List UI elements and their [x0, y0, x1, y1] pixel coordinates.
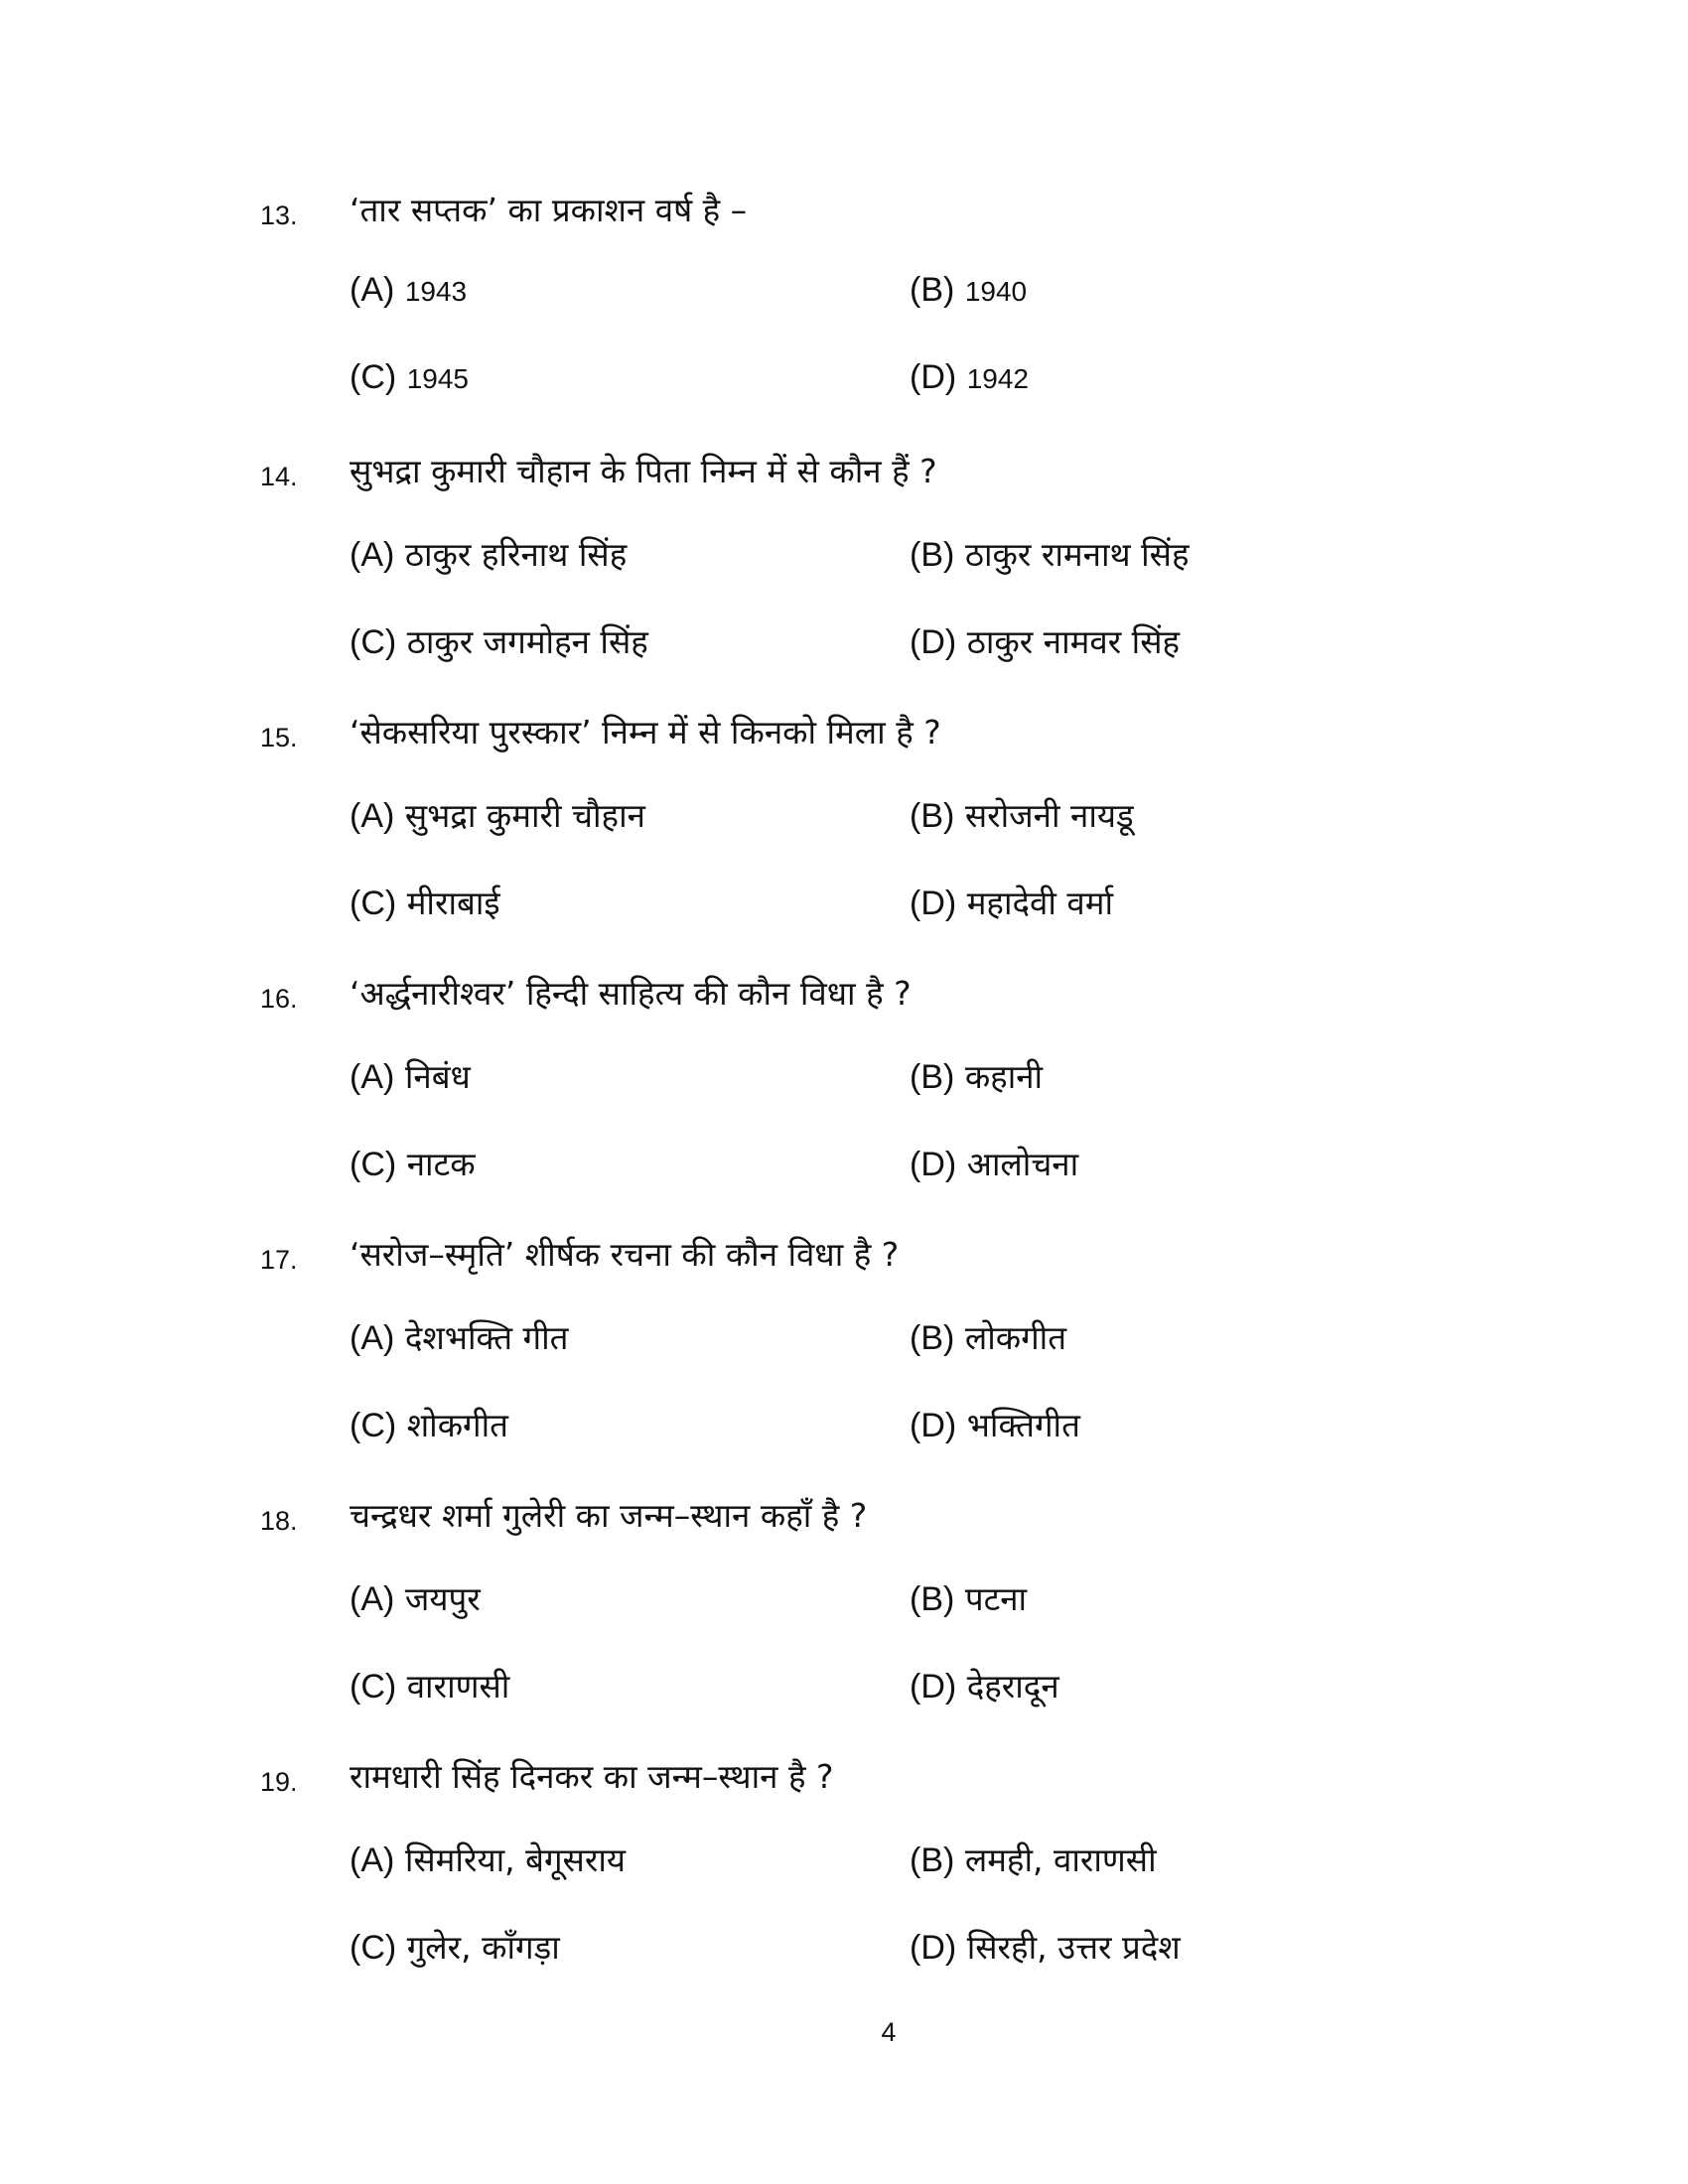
question-text: रामधारी सिंह दिनकर का जन्म–स्थान है ? [350, 1757, 834, 1796]
option-letter: (B) [910, 1058, 955, 1096]
option-text: गुलेर, काँगड़ा [406, 1928, 560, 1967]
option-letter: (D) [910, 1929, 957, 1967]
option-d [910, 1402, 1080, 1446]
option-c [350, 1663, 509, 1707]
option-d [910, 357, 1029, 397]
option-letter: (C) [350, 358, 397, 396]
option-text: देहरादून [966, 1667, 1059, 1706]
option-c [350, 1141, 476, 1185]
option-letter: (B) [910, 797, 955, 835]
option-b [910, 270, 1027, 310]
option-c [350, 1924, 560, 1969]
option-a [350, 531, 627, 576]
option-b [910, 531, 1189, 576]
question-number: 13. [260, 201, 298, 230]
option-text: 1945 [406, 363, 469, 394]
question-number: 18. [260, 1506, 298, 1536]
option-text: सिरही, उत्तर प्रदेश [966, 1928, 1181, 1967]
question-text: ‘अर्द्धनारीश्वर’ हिन्दी साहित्य की कौन विधा है ? [350, 974, 912, 1013]
option-text: जयपुर [404, 1579, 481, 1618]
option-text: पटना [964, 1579, 1028, 1618]
option-text: 1943 [404, 276, 468, 307]
option-letter: (B) [910, 1842, 955, 1879]
option-text: 1940 [964, 276, 1028, 307]
question-number: 19. [260, 1767, 298, 1797]
option-text: सरोजनी नायडू [964, 796, 1134, 835]
option-a [350, 1837, 626, 1881]
option-letter: (A) [350, 271, 395, 309]
option-letter: (C) [350, 885, 397, 922]
option-text: महादेवी वर्मा [966, 884, 1114, 922]
option-a [350, 792, 645, 837]
option-text: भक्तिगीत [966, 1406, 1080, 1444]
option-letter: (A) [350, 536, 395, 574]
option-text: 1942 [966, 363, 1029, 394]
option-a [350, 1575, 481, 1620]
option-letter: (D) [910, 885, 957, 922]
option-d [910, 1141, 1078, 1185]
option-letter: (A) [350, 1319, 395, 1357]
option-letter: (C) [350, 1668, 397, 1706]
option-letter: (A) [350, 1580, 395, 1618]
option-b [910, 1314, 1066, 1359]
question-number: 16. [260, 984, 298, 1014]
option-letter: (A) [350, 797, 395, 835]
question-number: 17. [260, 1245, 298, 1275]
option-letter: (B) [910, 1580, 955, 1618]
option-c [350, 1402, 508, 1446]
option-letter: (C) [350, 1407, 397, 1444]
option-letter: (D) [910, 358, 957, 396]
option-letter: (C) [350, 1929, 397, 1967]
option-b [910, 1053, 1043, 1098]
question-text: चन्द्रधर शर्मा गुलेरी का जन्म–स्थान कहाँ है ? [350, 1496, 868, 1535]
option-d [910, 880, 1113, 924]
option-text: नाटक [406, 1145, 476, 1183]
option-text: सिमरिया, बेगूसराय [404, 1841, 627, 1879]
question-text: ‘सेकसरिया पुरस्कार’ निम्न में से किनको मिला है ? [350, 713, 941, 751]
option-a [350, 1053, 471, 1098]
option-text: शोकगीत [406, 1406, 508, 1444]
option-letter: (D) [910, 1146, 957, 1183]
option-text: ठाकुर हरिनाथ सिंह [404, 535, 628, 574]
option-c [350, 880, 500, 924]
option-text: ठाकुर रामनाथ सिंह [964, 535, 1190, 574]
page-number: 4 [881, 2017, 897, 2047]
option-letter: (A) [350, 1842, 395, 1879]
option-b [910, 792, 1134, 837]
option-text: देशभक्ति गीत [404, 1318, 569, 1357]
option-a [350, 270, 467, 310]
question-text: ‘सरोज–स्मृति’ शीर्षक रचना की कौन विधा है ? [350, 1235, 900, 1274]
option-b [910, 1837, 1157, 1881]
option-text: लमही, वाराणसी [964, 1841, 1157, 1879]
option-letter: (D) [910, 623, 957, 661]
question-text: सुभद्रा कुमारी चौहान के पिता निम्न में से कौन हैं ? [350, 452, 937, 490]
option-text: सुभद्रा कुमारी चौहान [404, 796, 645, 835]
option-d [910, 618, 1180, 663]
option-letter: (B) [910, 1319, 955, 1357]
option-text: निबंध [404, 1057, 471, 1096]
question-text: ‘तार सप्तक’ का प्रकाशन वर्ष है – [350, 191, 748, 229]
option-letter: (B) [910, 271, 955, 309]
option-b [910, 1575, 1027, 1620]
option-text: मीराबाई [406, 884, 500, 922]
option-d [910, 1663, 1059, 1707]
option-text: लोकगीत [964, 1318, 1067, 1357]
option-letter: (A) [350, 1058, 395, 1096]
option-text: कहानी [964, 1057, 1044, 1096]
option-letter: (C) [350, 623, 397, 661]
question-number: 15. [260, 723, 298, 752]
option-text: ठाकुर जगमोहन सिंह [406, 622, 648, 661]
option-letter: (C) [350, 1146, 397, 1183]
option-letter: (D) [910, 1668, 957, 1706]
question-number: 14. [260, 462, 298, 491]
option-text: आलोचना [966, 1145, 1079, 1183]
option-letter: (B) [910, 536, 955, 574]
option-a [350, 1314, 568, 1359]
option-c [350, 357, 469, 397]
option-text: वाराणसी [406, 1667, 510, 1706]
option-text: ठाकुर नामवर सिंह [966, 622, 1181, 661]
option-letter: (D) [910, 1407, 957, 1444]
option-c [350, 618, 648, 663]
option-d [910, 1924, 1181, 1969]
